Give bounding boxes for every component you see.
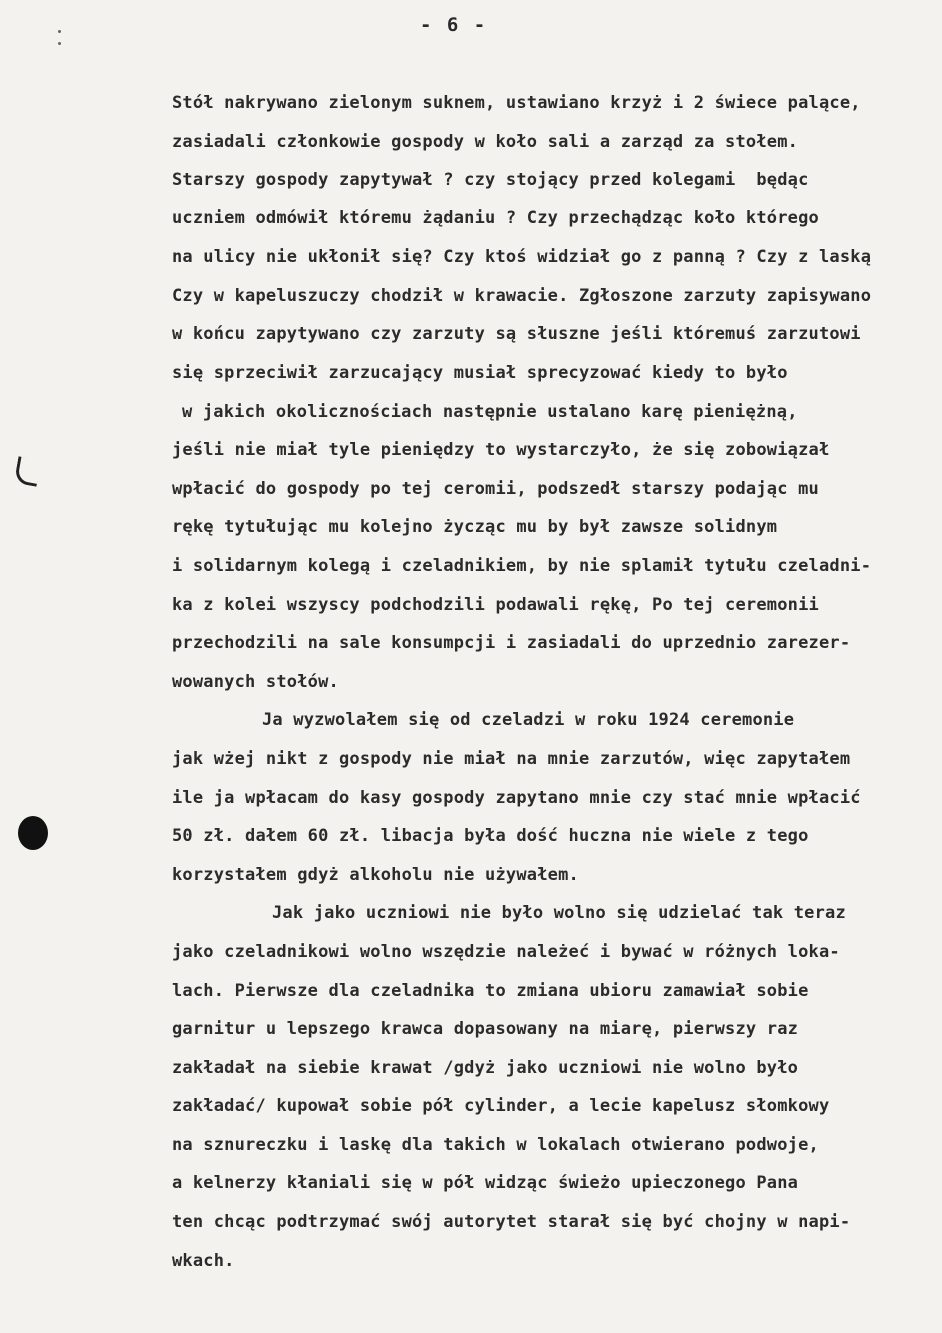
text-line: uczniem odmówił któremu żądaniu ? Czy przechądząc koło którego	[172, 208, 819, 228]
text-line: Stół nakrywano zielonym suknem, ustawiano krzyż i 2 świece palące,	[172, 93, 861, 113]
text-line: wkach.	[172, 1251, 235, 1271]
punch-hole	[18, 816, 48, 850]
margin-dot	[58, 42, 61, 45]
text-line: zasiadali członkowie gospody w koło sali a zarząd za stołem.	[172, 132, 799, 152]
text-line: garnitur u lepszego krawca dopasowany na miarę, pierwszy raz	[172, 1019, 799, 1039]
text-line: przechodzili na sale konsumpcji i zasiadali do uprzednio zarezer-	[172, 633, 851, 653]
text-line: rękę tytułując mu kolejno życząc mu by był zawsze solidnym	[172, 517, 778, 537]
text-line: korzystałem gdyż alkoholu nie używałem.	[172, 865, 579, 885]
text-line: jako czeladnikowi wolno wszędzie należeć i bywać w różnych loka-	[172, 942, 840, 962]
text-line: Ja wyzwolałem się od czeladzi w roku 1924 ceremonie	[262, 710, 795, 730]
text-line: lach. Pierwsze dla czeladnika to zmiana ubioru zamawiał sobie	[172, 981, 809, 1001]
text-line: wpłacić do gospody po tej ceromii, podszedł starszy podając mu	[172, 479, 819, 499]
edge-mark	[14, 456, 41, 487]
text-line: ka z kolei wszyscy podchodzili podawali rękę, Po tej ceremonii	[172, 595, 819, 615]
text-line: 50 zł. dałem 60 zł. libacja była dość huczna nie wiele z tego	[172, 826, 809, 846]
text-line: Starszy gospody zapytywał ? czy stojący przed kolegami będąc	[172, 170, 809, 190]
margin-dot	[58, 30, 61, 33]
text-line: na sznureczku i laskę dla takich w lokalach otwierano podwoje,	[172, 1135, 819, 1155]
page-number: - 6 -	[420, 14, 488, 36]
text-line: Czy w kapeluszuczy chodził w krawacie. Zgłoszone zarzuty zapisywano	[172, 286, 872, 306]
text-line: zakładać/ kupował sobie pół cylinder, a lecie kapelusz słomkowy	[172, 1096, 830, 1116]
text-line: się sprzeciwił zarzucający musiał sprecyzować kiedy to było	[172, 363, 788, 383]
text-line: i solidarnym kolegą i czeladnikiem, by nie splamił tytułu czeladni-	[172, 556, 872, 576]
text-line: jak wżej nikt z gospody nie miał na mnie zarzutów, więc zapytałem	[172, 749, 851, 769]
text-line: Jak jako uczniowi nie było wolno się udzielać tak teraz	[272, 903, 846, 923]
text-line: ile ja wpłacam do kasy gospody zapytano mnie czy stać mnie wpłacić	[172, 788, 861, 808]
text-line: zakładał na siebie krawat /gdyż jako uczniowi nie wolno było	[172, 1058, 799, 1078]
text-line: w końcu zapytywano czy zarzuty są słuszne jeśli któremuś zarzutowi	[172, 324, 861, 344]
text-line: jeśli nie miał tyle pieniędzy to wystarczyło, że się zobowiązał	[172, 440, 830, 460]
text-line: na ulicy nie ukłonił się? Czy ktoś widział go z panną ? Czy z laską	[172, 247, 872, 267]
text-line: ten chcąc podtrzymać swój autorytet starał się być chojny w napi-	[172, 1212, 851, 1232]
text-line: w jakich okolicznościach następnie ustalano karę pieniężną,	[182, 402, 798, 422]
text-line: wowanych stołów.	[172, 672, 339, 692]
text-line: a kelnerzy kłaniali się w pół widząc świeżo upieczonego Pana	[172, 1173, 799, 1193]
